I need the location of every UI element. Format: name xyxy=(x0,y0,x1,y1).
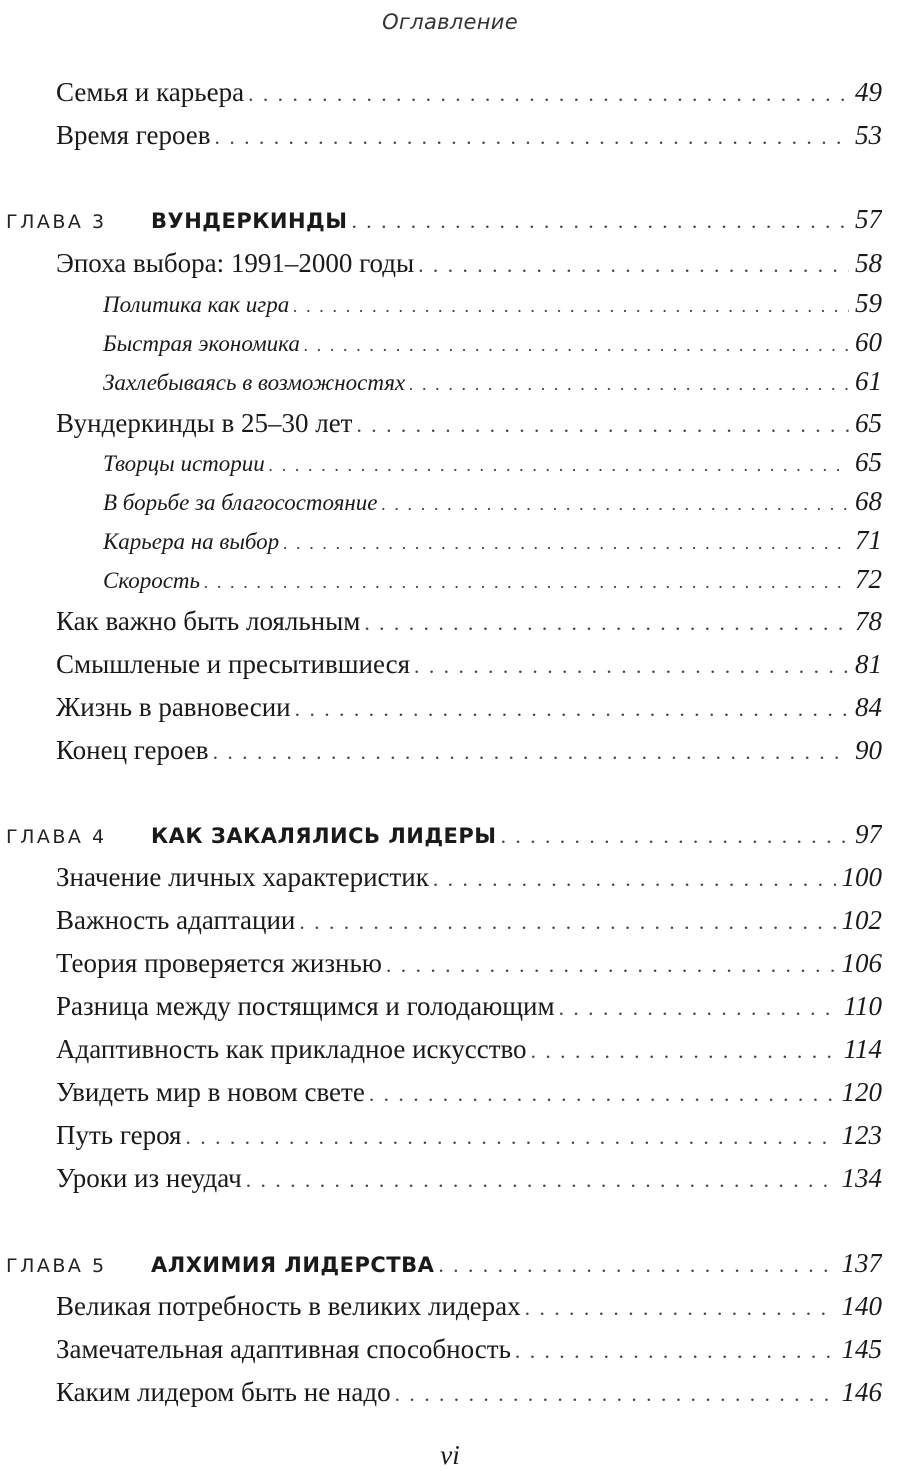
entry-page-number: 100 xyxy=(841,862,882,892)
entry-title: Каким лидером быть не надо xyxy=(56,1377,391,1407)
dot-leader xyxy=(356,405,849,443)
toc-section-entry xyxy=(56,1329,882,1369)
entry-page-number: 81 xyxy=(855,649,882,679)
toc-section-entry xyxy=(56,943,882,983)
toc-section-entry xyxy=(56,72,882,112)
dot-leader xyxy=(395,1374,836,1412)
entry-title: Адаптивность как прикладное искусство xyxy=(56,1034,527,1064)
entry-page-number: 110 xyxy=(843,991,882,1021)
entry-title: Время героев xyxy=(56,120,211,150)
entry-page-number: 72 xyxy=(855,564,882,594)
dot-leader xyxy=(295,689,849,727)
entry-title: Теория проверяется жизнью xyxy=(56,948,382,978)
toc-section-entry xyxy=(56,1029,882,1069)
toc-section-entry xyxy=(56,403,882,443)
entry-page-number: 57 xyxy=(855,204,882,234)
dot-leader xyxy=(269,445,849,482)
dot-leader xyxy=(525,1288,836,1326)
chapter-title: КАК ЗАКАЛЯЛИСЬ ЛИДЕРЫ xyxy=(151,824,497,848)
dot-leader xyxy=(409,364,849,401)
dot-leader xyxy=(515,1331,836,1369)
page-number: vi xyxy=(440,1440,460,1470)
dot-leader xyxy=(283,523,849,560)
entry-page-number: 97 xyxy=(855,819,882,849)
toc-section-entry xyxy=(56,1115,882,1155)
entry-page-number: 58 xyxy=(855,248,882,278)
dot-leader xyxy=(559,988,838,1026)
entry-title: Семья и карьера xyxy=(56,77,245,107)
entry-page-number: 65 xyxy=(855,408,882,438)
entry-title: Жизнь в равновесии xyxy=(56,692,291,722)
entry-page-number: 114 xyxy=(843,1034,882,1064)
toc-subsection-entry xyxy=(103,283,882,323)
entry-title: Политика как игра xyxy=(103,292,290,317)
entry-page-number: 78 xyxy=(855,606,882,636)
entry-title: Уроки из неудач xyxy=(56,1163,242,1193)
dot-leader xyxy=(352,201,850,239)
entry-title: Вундеркинды в 25–30 лет xyxy=(56,408,353,438)
toc-section-entry xyxy=(56,115,882,155)
toc-section-entry xyxy=(56,1286,882,1326)
dot-leader xyxy=(204,562,849,599)
toc-subsection-entry xyxy=(103,559,882,599)
toc-chapter-heading xyxy=(6,814,882,854)
dot-leader xyxy=(304,325,849,362)
entry-page-number: 53 xyxy=(855,120,882,150)
entry-page-number: 65 xyxy=(855,447,882,477)
dot-leader xyxy=(438,1245,835,1283)
entry-title: Скорость xyxy=(103,568,201,593)
entry-page-number: 140 xyxy=(841,1291,882,1321)
entry-page-number: 71 xyxy=(855,525,882,555)
entry-title: Эпоха выбора: 1991–2000 годы xyxy=(56,248,415,278)
toc-subsection-entry xyxy=(103,322,882,362)
chapter-label: ГЛАВА 4 xyxy=(6,826,107,848)
entry-title: Быстрая экономика xyxy=(103,331,300,356)
toc-chapter-heading xyxy=(6,199,882,239)
entry-title: Замечательная адаптивная способность xyxy=(56,1334,511,1364)
dot-leader xyxy=(433,859,836,897)
toc-subsection-entry xyxy=(103,481,882,521)
entry-title: В борьбе за благосостояние xyxy=(103,490,378,515)
entry-page-number: 90 xyxy=(855,735,882,765)
toc-section-entry xyxy=(56,730,882,770)
chapter-title: ВУНДЕРКИНДЫ xyxy=(151,209,348,233)
entry-title: Творцы истории xyxy=(103,451,265,476)
running-head: Оглавление xyxy=(382,10,518,34)
dot-leader xyxy=(213,732,849,770)
entry-title: Великая потребность в великих лидерах xyxy=(56,1291,521,1321)
entry-page-number: 60 xyxy=(855,327,882,357)
entry-title: Важность адаптации xyxy=(56,905,296,935)
entry-page-number: 84 xyxy=(855,692,882,722)
entry-page-number: 49 xyxy=(855,77,882,107)
entry-page-number: 146 xyxy=(841,1377,882,1407)
entry-page-number: 123 xyxy=(841,1120,882,1150)
entry-title: Увидеть мир в новом свете xyxy=(56,1077,365,1107)
toc-chapter-heading xyxy=(6,1243,882,1283)
dot-leader xyxy=(414,646,849,684)
entry-title: Путь героя xyxy=(56,1120,182,1150)
chapter-label: ГЛАВА 5 xyxy=(6,1255,107,1277)
entry-page-number: 145 xyxy=(841,1334,882,1364)
entry-title: Карьера на выбор xyxy=(103,529,280,554)
entry-page-number: 68 xyxy=(855,486,882,516)
toc-section-entry xyxy=(56,1072,882,1112)
dot-leader xyxy=(531,1031,838,1069)
entry-page-number: 120 xyxy=(841,1077,882,1107)
dot-leader xyxy=(246,1160,836,1198)
chapter-title: АЛХИМИЯ ЛИДЕРСТВА xyxy=(151,1253,435,1277)
dot-leader xyxy=(382,484,849,521)
toc-subsection-entry xyxy=(103,361,882,401)
dot-leader xyxy=(215,117,849,155)
entry-title: Разница между постящимся и голодающим xyxy=(56,991,555,1021)
toc-section-entry xyxy=(56,243,882,283)
entry-page-number: 59 xyxy=(855,288,882,318)
toc-section-entry xyxy=(56,1372,882,1412)
dot-leader xyxy=(293,286,849,323)
chapter-label: ГЛАВА 3 xyxy=(6,211,107,233)
entry-page-number: 137 xyxy=(841,1248,882,1278)
entry-page-number: 61 xyxy=(855,366,882,396)
toc-section-entry xyxy=(56,986,882,1026)
toc-subsection-entry xyxy=(103,442,882,482)
entry-page-number: 102 xyxy=(841,905,882,935)
entry-title: Смышленые и пресытившиеся xyxy=(56,649,411,679)
dot-leader xyxy=(185,1117,835,1155)
dot-leader xyxy=(418,245,849,283)
toc-section-entry xyxy=(56,857,882,897)
toc-section-entry xyxy=(56,644,882,684)
entry-title: Как важно быть лояльным xyxy=(56,606,361,636)
dot-leader xyxy=(369,1074,836,1112)
entry-page-number: 106 xyxy=(841,948,882,978)
dot-leader xyxy=(386,945,836,983)
dot-leader xyxy=(248,74,849,112)
toc-section-entry xyxy=(56,601,882,641)
entry-title: Захлебываясь в возможностях xyxy=(103,370,406,395)
entry-title: Конец героев xyxy=(56,735,209,765)
entry-page-number: 134 xyxy=(841,1163,882,1193)
dot-leader xyxy=(299,902,835,940)
toc-section-entry xyxy=(56,687,882,727)
dot-leader xyxy=(364,603,849,641)
entry-title: Значение личных характеристик xyxy=(56,862,429,892)
toc-section-entry xyxy=(56,1158,882,1198)
dot-leader xyxy=(501,816,849,854)
toc-subsection-entry xyxy=(103,520,882,560)
toc-section-entry xyxy=(56,900,882,940)
